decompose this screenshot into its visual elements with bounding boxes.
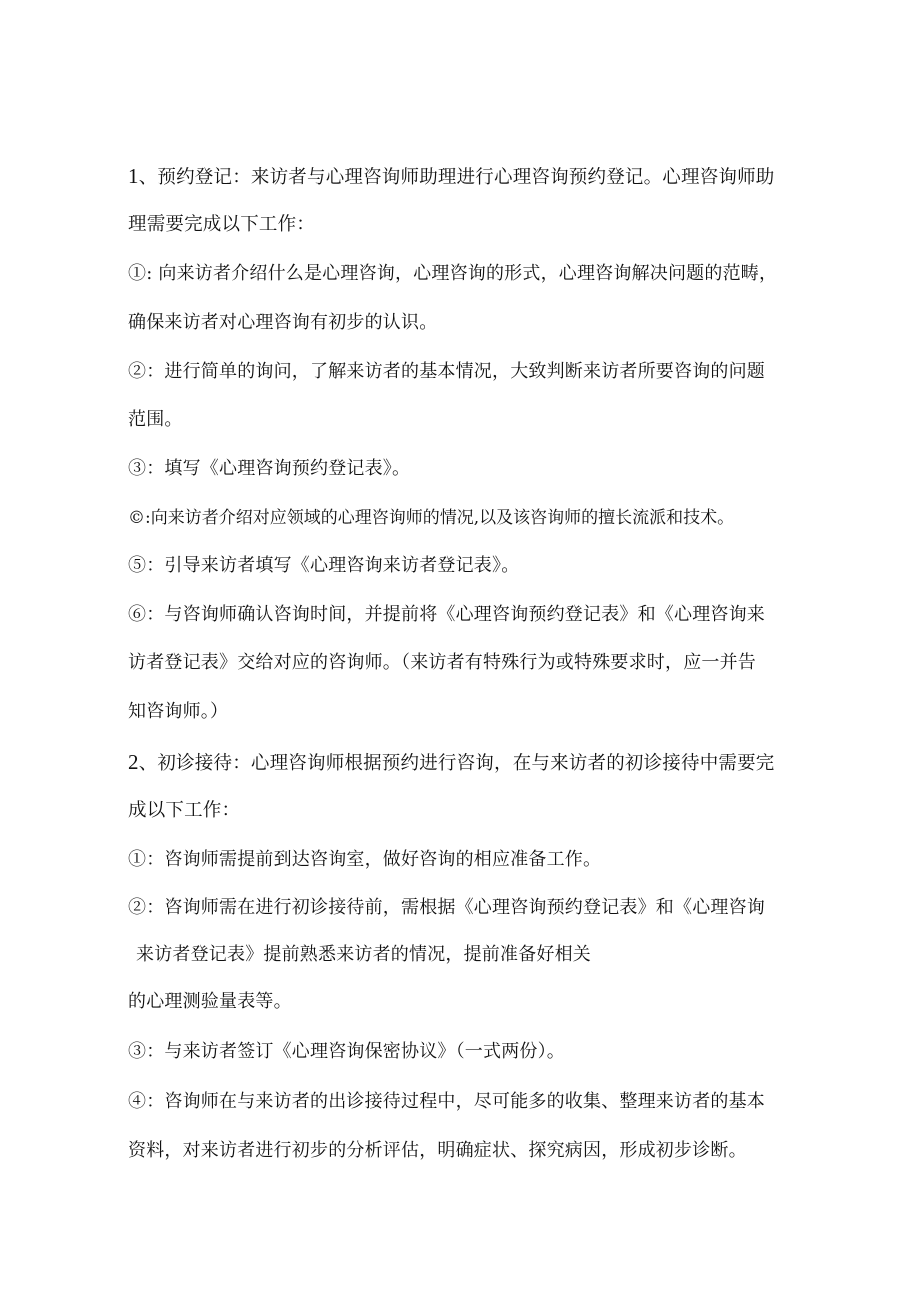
section-2-number: 2 <box>128 750 139 774</box>
section-2-heading-text: 、初诊接待：心理咨询师根据预约进行咨询，在与来访者的初诊接待中需要完 <box>138 753 775 774</box>
section-2-item-1-line-1: ①：咨询师需提前到达咨询室，做好咨询的相应准备工作。 <box>128 849 602 870</box>
section-2-item-2-line-2: 来访者登记表》提前熟悉来访者的情况，提前准备好相关 <box>136 944 591 965</box>
section-1-item-6-line-1: ⑥：与咨询师确认咨询时间，并提前将《心理咨询预约登记表》和《心理咨询来 <box>128 604 765 625</box>
section-2-item-4-line-2: 资料，对来访者进行初步的分析评估，明确症状、探究病因，形成初步诊断。 <box>128 1140 747 1161</box>
section-1-item-3-line-1: ③：填写《心理咨询预约登记表》。 <box>128 458 411 479</box>
section-2-heading-line-2: 成以下工作： <box>128 800 241 821</box>
section-1-item-1-line-1: ①: 向来访者介绍什么是心理咨询，心理咨询的形式，心理咨询解决问题的范畴， <box>128 263 778 284</box>
section-2-item-2-line-1: ②：咨询师需在进行初诊接待前，需根据《心理咨询预约登记表》和《心理咨询 <box>128 897 765 918</box>
section-1-item-1-line-2: 确保来访者对心理咨询有初步的认识。 <box>128 312 438 333</box>
section-1-item-4-line-1: ©:向来访者介绍对应领域的心理咨询师的情况,以及该咨询师的擅长流派和技术。 <box>128 508 735 528</box>
section-1-heading-text: 、预约登记：来访者与心理咨询师助理进行心理咨询预约登记。心理咨询师助 <box>138 167 775 188</box>
section-1-heading-line-1 <box>128 164 775 190</box>
section-1-number: 1 <box>128 164 139 188</box>
section-2-item-2-line-3: 的心理测验量表等。 <box>128 991 292 1012</box>
section-2-heading-line-1 <box>128 750 775 776</box>
section-2-item-4-line-1: ④：咨询师在与来访者的出诊接待过程中，尽可能多的收集、整理来访者的基本 <box>128 1091 765 1112</box>
section-1-item-5-line-1: ⑤：引导来访者填写《心理咨询来访者登记表》。 <box>128 555 520 576</box>
section-1-item-6-line-3: 知咨询师。） <box>128 701 229 722</box>
section-1-item-2-line-1: ②：进行简单的询问，了解来访者的基本情况，大致判断来访者所要咨询的问题 <box>128 361 765 382</box>
section-2-item-3-line-1: ③：与来访者签订《心理咨询保密协议》（一式两份）。 <box>128 1041 565 1062</box>
section-1-item-6-line-2: 访者登记表》交给对应的咨询师。（来访者有特殊行为或特殊要求时，应一并告 <box>128 652 756 673</box>
section-1-item-2-line-2: 范围。 <box>128 409 183 430</box>
section-1-heading-line-2: 理需要完成以下工作： <box>128 214 316 235</box>
